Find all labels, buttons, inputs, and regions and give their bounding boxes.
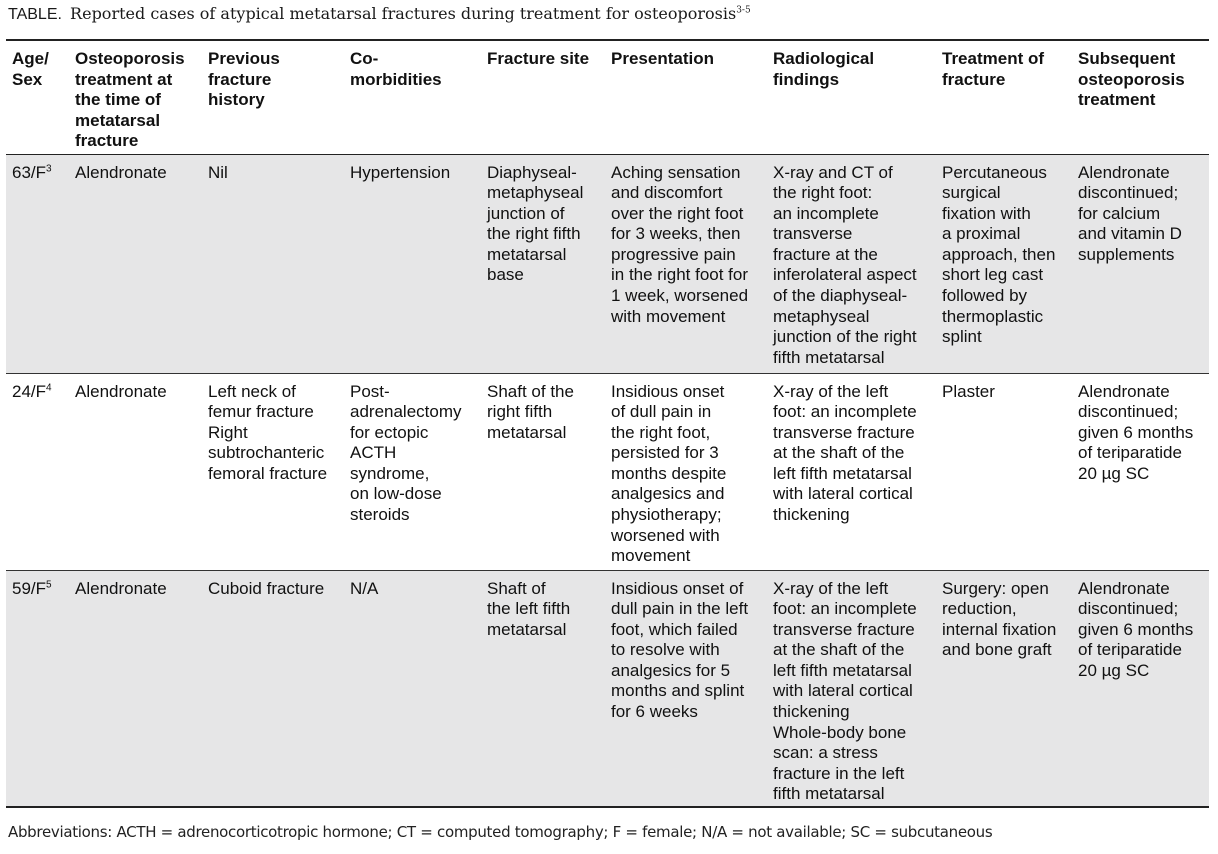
table-cell (936, 154, 1072, 373)
table-cell (344, 373, 481, 570)
table-header-row (6, 40, 1209, 154)
column-header-line: fracture (208, 69, 272, 89)
cell-line: given 6 months (1078, 619, 1194, 639)
cell-line: over the right foot (611, 203, 744, 223)
reference-number: 4 (46, 381, 52, 393)
cell-line: X-ray of the left (773, 381, 889, 401)
cell-line: fifth metatarsal (773, 784, 885, 804)
cell-line: supplements (1078, 244, 1175, 264)
age-sex-cell (6, 373, 69, 570)
table-cell (344, 154, 481, 373)
age-sex-value: 59/F (12, 578, 47, 598)
cell-line: discontinued; (1078, 599, 1179, 619)
cell-line: left fifth metatarsal (773, 463, 912, 483)
cell-line: Nil (208, 162, 228, 182)
column-header (767, 40, 936, 154)
cell-line: X-ray and CT of (773, 162, 893, 182)
column-header-line: morbidities (350, 69, 442, 89)
column-header (481, 40, 605, 154)
table-cell (344, 570, 481, 807)
cell-line: X-ray of the left (773, 578, 889, 598)
column-header (202, 40, 344, 154)
cell-line: given 6 months (1078, 422, 1194, 442)
cell-line: Right (208, 422, 248, 442)
cell-line: junction of the right (773, 327, 917, 347)
cell-line: with lateral cortical (773, 681, 913, 701)
cell-line: N/A (350, 578, 379, 598)
column-header-line: Co- (350, 49, 379, 68)
age-sex-value: 63/F (12, 162, 47, 182)
column-header-line: Fracture site (487, 49, 590, 68)
cell-line: metatarsal (487, 619, 567, 639)
cell-line: surgical (942, 183, 1001, 203)
cell-line: a proximal (942, 224, 1021, 244)
cell-line: with lateral cortical (773, 484, 913, 504)
cell-line: of teriparatide (1078, 443, 1182, 463)
reference-number: 3 (46, 162, 52, 174)
column-header-line: fracture (75, 131, 139, 151)
age-sex-value: 24/F (12, 381, 47, 401)
cell-line: an incomplete (773, 203, 879, 223)
column-header (69, 40, 202, 154)
caption-label: TABLE. (8, 6, 62, 23)
cell-line: ACTH (350, 443, 397, 463)
cell-line: thickening (773, 505, 850, 525)
cell-line: foot: an incomplete (773, 599, 917, 619)
cell-line: and vitamin D (1078, 224, 1182, 244)
cell-line: Shaft of (487, 578, 546, 598)
table-cell (605, 373, 767, 570)
column-header-line: findings (773, 69, 840, 89)
cell-line: steroids (350, 505, 410, 525)
cell-line: to resolve with (611, 640, 720, 660)
column-header-line: Subsequent (1078, 49, 1176, 68)
cell-line: analgesics and (611, 484, 725, 504)
column-header-line: Radiological (773, 49, 875, 68)
table-cell (69, 373, 202, 570)
cell-line: internal fixation (942, 619, 1057, 639)
cell-line: metaphyseal (487, 183, 584, 203)
cell-line: subtrochanteric (208, 443, 325, 463)
cell-line: of teriparatide (1078, 640, 1182, 660)
cell-line: transverse (773, 224, 853, 244)
age-sex-cell (6, 570, 69, 807)
column-header-line: osteoporosis (1078, 69, 1185, 89)
cell-line: Plaster (942, 381, 995, 401)
cell-line: progressive pain (611, 244, 736, 264)
cell-line: at the shaft of the (773, 640, 905, 660)
case-table (6, 39, 1209, 808)
table-cell (481, 154, 605, 373)
cell-line: femur fracture (208, 402, 314, 422)
caption-text: Reported cases of atypical metatarsal fractures during treatment for osteoporosis (70, 4, 737, 23)
column-header-line: metatarsal (75, 110, 161, 130)
cell-line: worsened with (611, 525, 720, 545)
table-cell (69, 570, 202, 807)
cell-line: Insidious onset (611, 381, 725, 401)
cell-line: Aching sensation (611, 162, 741, 182)
column-header-line: Age/ (12, 49, 49, 68)
table-caption (8, 4, 751, 24)
age-sex-cell (6, 154, 69, 373)
column-header-line: treatment at (75, 69, 173, 89)
cell-line: the right foot, (611, 422, 711, 442)
cell-line: femoral fracture (208, 463, 328, 483)
table-cell (936, 570, 1072, 807)
column-header (936, 40, 1072, 154)
cell-line: for 6 weeks (611, 702, 698, 722)
cell-line: Post- (350, 381, 390, 401)
cell-line: Insidious onset of (611, 578, 744, 598)
table-body (6, 154, 1209, 807)
abbreviations-footnote: Abbreviations: ACTH = adrenocorticotropic hormone; CT = computed tomography; F = female; N/A = not available; SC = subcutaneous (8, 823, 993, 841)
cell-line: Whole-body bone (773, 722, 907, 742)
table-row (6, 154, 1209, 373)
table-cell (767, 570, 936, 807)
column-header-line: Presentation (611, 49, 714, 68)
cell-line: thickening (773, 702, 850, 722)
column-header-line: history (208, 90, 265, 110)
table-cell (202, 570, 344, 807)
table-cell (767, 154, 936, 373)
cell-line: short leg cast (942, 265, 1044, 285)
table-cell (202, 154, 344, 373)
cell-line: for calcium (1078, 203, 1161, 223)
cell-line: movement (611, 546, 691, 566)
cell-line: discontinued; (1078, 183, 1179, 203)
cell-line: fifth metatarsal (773, 347, 885, 367)
cell-line: physiotherapy; (611, 505, 722, 525)
caption-refs: 3-5 (736, 5, 751, 16)
cell-line: foot: an incomplete (773, 402, 917, 422)
cell-line: approach, then (942, 244, 1056, 264)
cell-line: months despite (611, 463, 727, 483)
cell-line: metatarsal (487, 244, 567, 264)
table-row (6, 373, 1209, 570)
table-cell (605, 154, 767, 373)
cell-line: reduction, (942, 599, 1017, 619)
table-cell (1072, 570, 1209, 807)
cell-line: transverse fracture (773, 619, 915, 639)
column-header (6, 40, 69, 154)
cell-line: right fifth (487, 402, 553, 422)
cell-line: metaphyseal (773, 306, 870, 326)
table-cell (202, 373, 344, 570)
table-cell (605, 570, 767, 807)
cell-line: inferolateral aspect (773, 265, 917, 285)
column-header (344, 40, 481, 154)
cell-line: left fifth metatarsal (773, 660, 912, 680)
cell-line: Cuboid fracture (208, 578, 325, 598)
cell-line: fracture in the left (773, 763, 905, 783)
cell-line: Alendronate (1078, 578, 1170, 598)
cell-line: thermoplastic (942, 306, 1044, 326)
cell-line: with movement (611, 306, 726, 326)
cell-line: transverse fracture (773, 422, 915, 442)
cell-line: Alendronate (75, 578, 167, 598)
table-cell (481, 373, 605, 570)
cell-line: persisted for 3 (611, 443, 719, 463)
cell-line: fracture at the (773, 244, 878, 264)
table-cell (481, 570, 605, 807)
cell-line: dull pain in the left (611, 599, 749, 619)
table-cell (69, 154, 202, 373)
column-header-line: Treatment of (942, 49, 1045, 68)
cell-line: analgesics for 5 (611, 660, 731, 680)
cell-line: syndrome, (350, 463, 430, 483)
cell-line: Diaphyseal- (487, 162, 577, 182)
cell-line: the right fifth (487, 224, 581, 244)
cell-line: Shaft of the (487, 381, 574, 401)
reference-number: 5 (46, 578, 52, 590)
column-header (605, 40, 767, 154)
column-header-line: Previous (208, 49, 280, 68)
cell-line: Percutaneous (942, 162, 1047, 182)
table-cell (767, 373, 936, 570)
cell-line: at the shaft of the (773, 443, 905, 463)
table-cell (1072, 154, 1209, 373)
cell-line: junction of (487, 203, 565, 223)
cell-line: for ectopic (350, 422, 429, 442)
cell-line: the left fifth (487, 599, 571, 619)
cell-line: Left neck of (208, 381, 296, 401)
cell-line: base (487, 265, 524, 285)
column-header-line: the time of (75, 90, 161, 110)
cell-line: discontinued; (1078, 402, 1179, 422)
cell-line: months and splint (611, 681, 745, 701)
cell-line: Hypertension (350, 162, 451, 182)
cell-line: followed by (942, 286, 1028, 306)
column-header-line: Osteoporosis (75, 49, 185, 68)
table-cell (936, 373, 1072, 570)
cell-line: 20 µg SC (1078, 463, 1150, 483)
cell-line: Alendronate (1078, 381, 1170, 401)
cell-line: scan: a stress (773, 743, 878, 763)
table-cell (1072, 373, 1209, 570)
cell-line: foot, which failed (611, 619, 738, 639)
table-row (6, 570, 1209, 807)
column-header-line: Sex (12, 69, 43, 89)
cell-line: and discomfort (611, 183, 723, 203)
cell-line: Alendronate (75, 381, 167, 401)
cell-line: for 3 weeks, then (611, 224, 741, 244)
cell-line: fixation with (942, 203, 1031, 223)
cell-line: on low-dose (350, 484, 442, 504)
cell-line: and bone graft (942, 640, 1052, 660)
cell-line: 20 µg SC (1078, 660, 1150, 680)
cell-line: Surgery: open (942, 578, 1049, 598)
column-header-line: treatment (1078, 90, 1156, 110)
cell-line: of the diaphyseal- (773, 286, 908, 306)
cell-line: Alendronate (1078, 162, 1170, 182)
cell-line: Alendronate (75, 162, 167, 182)
cell-line: in the right foot for (611, 265, 749, 285)
column-header-line: fracture (942, 69, 1006, 89)
cell-line: splint (942, 327, 982, 347)
cell-line: the right foot: (773, 183, 873, 203)
cell-line: 1 week, worsened (611, 286, 749, 306)
column-header (1072, 40, 1209, 154)
cell-line: of dull pain in (611, 402, 712, 422)
cell-line: metatarsal (487, 422, 567, 442)
cell-line: adrenalectomy (350, 402, 462, 422)
